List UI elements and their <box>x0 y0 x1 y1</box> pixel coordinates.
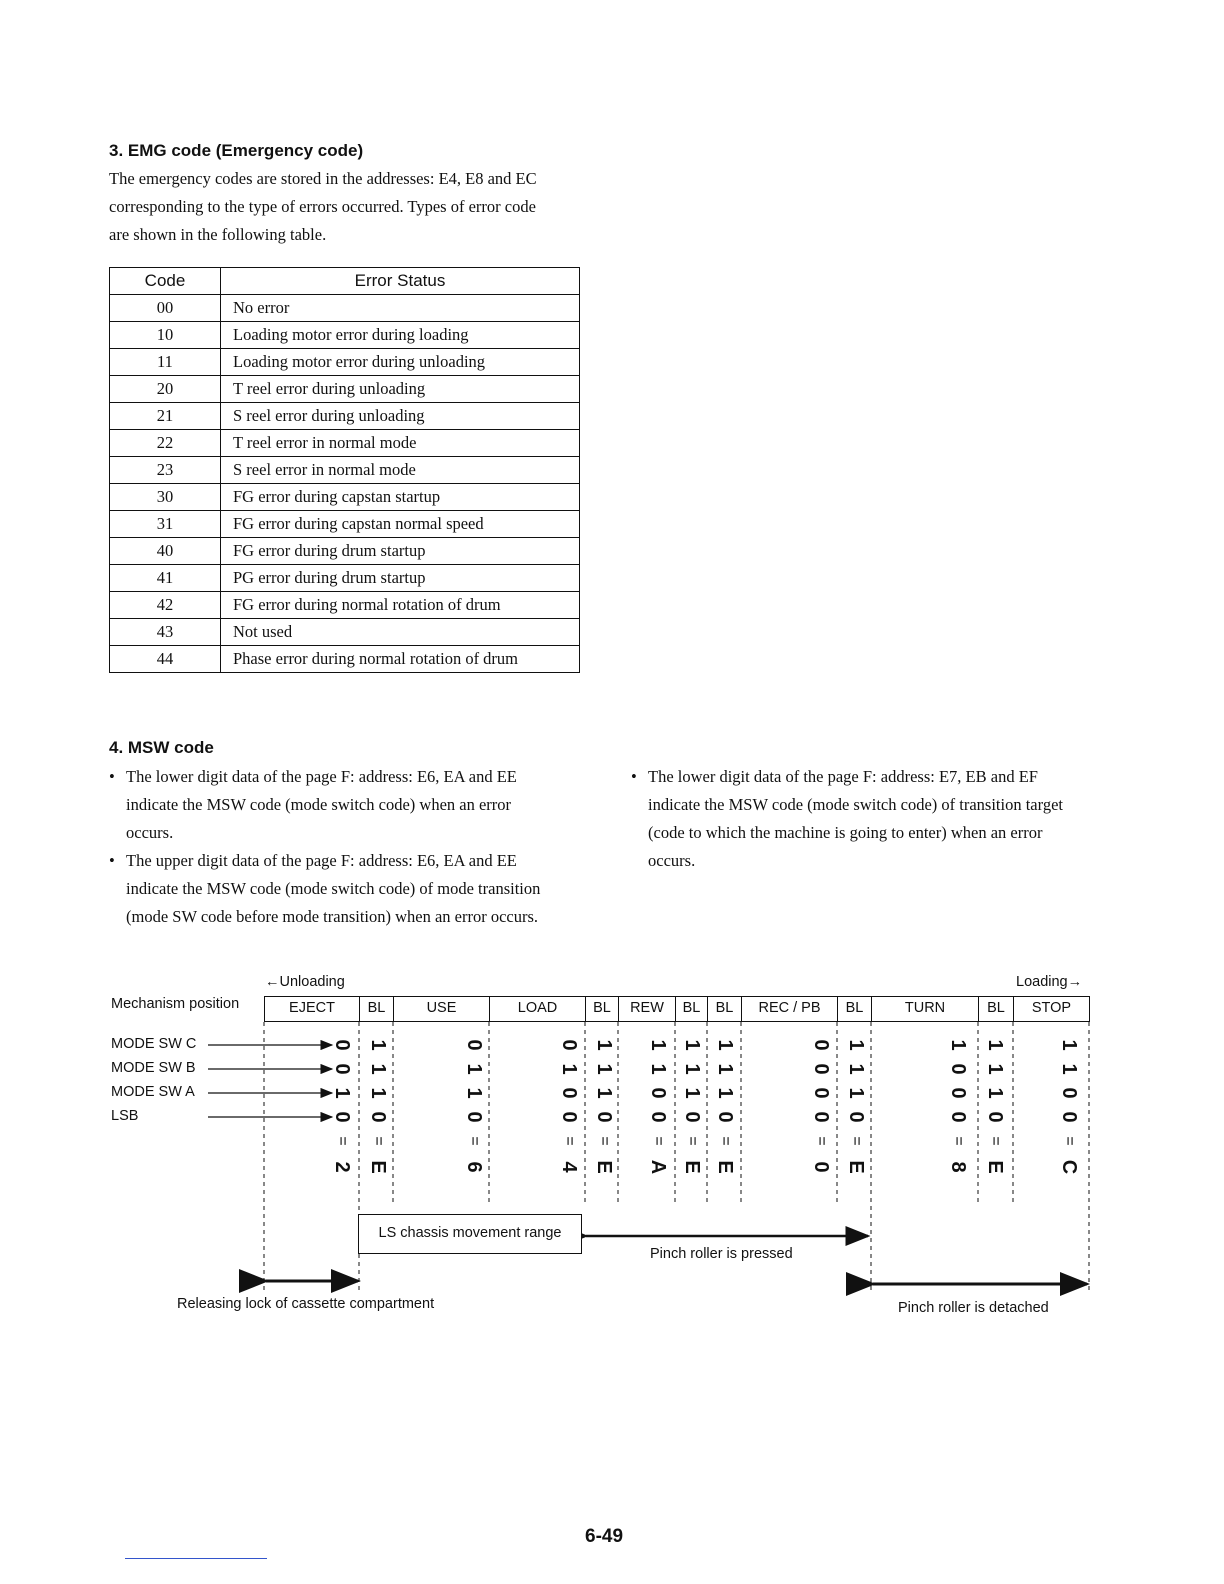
switch-bit: 0 <box>810 1039 832 1051</box>
switch-bit: 0 <box>593 1111 615 1123</box>
switch-bit: 0 <box>463 1039 485 1051</box>
switch-bit: 1 <box>331 1087 353 1099</box>
status-cell: Not used <box>221 619 580 646</box>
switch-bit: 0 <box>331 1111 353 1123</box>
code-cell: 43 <box>110 619 221 646</box>
msw-hex-value: E <box>845 1160 867 1174</box>
equals-sign: = <box>334 1136 351 1146</box>
switch-bit: 1 <box>681 1039 703 1051</box>
switch-bit: 1 <box>681 1063 703 1075</box>
releasing-lock-label: Releasing lock of cassette compartment <box>177 1296 435 1312</box>
equals-sign: = <box>684 1136 701 1146</box>
row-label-mode-sw-a: MODE SW A <box>111 1084 195 1100</box>
equals-sign: = <box>717 1136 734 1146</box>
switch-bit: 0 <box>1058 1087 1080 1099</box>
bullet-line: The lower digit data of the page F: address: E6, EA and EE <box>126 767 517 786</box>
status-cell: FG error during drum startup <box>221 538 580 565</box>
code-cell: 20 <box>110 376 221 403</box>
switch-bit: 0 <box>331 1063 353 1075</box>
section-3-heading: 3. EMG code (Emergency code) <box>109 141 364 160</box>
pinch-pressed-label: Pinch roller is pressed <box>650 1246 793 1262</box>
intro-line: are shown in the following table. <box>109 225 327 244</box>
equals-sign: = <box>848 1136 865 1146</box>
msw-hex-value: E <box>367 1160 389 1174</box>
equals-sign: = <box>466 1136 483 1146</box>
pinch-detached-label: Pinch roller is detached <box>898 1300 1049 1316</box>
loading-label: Loading→ <box>1016 974 1083 990</box>
code-cell: 42 <box>110 592 221 619</box>
equals-sign: = <box>1061 1136 1078 1146</box>
position-cell: EJECT <box>264 996 360 1022</box>
switch-bit: 1 <box>845 1039 867 1051</box>
switch-bit: 0 <box>558 1087 580 1099</box>
position-cell: REC / PB <box>741 996 838 1022</box>
code-cell: 10 <box>110 322 221 349</box>
code-cell: 41 <box>110 565 221 592</box>
switch-bit: 1 <box>984 1063 1006 1075</box>
switch-bit: 0 <box>984 1111 1006 1123</box>
msw-hex-value: 6 <box>463 1161 485 1173</box>
code-cell: 40 <box>110 538 221 565</box>
switch-bit: 0 <box>647 1087 669 1099</box>
msw-hex-value: E <box>681 1160 703 1174</box>
bullet-line: (code to which the machine is going to enter) when an error <box>648 823 1043 842</box>
switch-bit: 0 <box>681 1111 703 1123</box>
msw-hex-value: C <box>1058 1159 1080 1175</box>
switch-bit: 1 <box>845 1087 867 1099</box>
switch-bit: 0 <box>463 1111 485 1123</box>
bullet-line: occurs. <box>648 851 696 870</box>
row-label-lsb: LSB <box>111 1108 139 1124</box>
switch-bit: 0 <box>810 1087 832 1099</box>
position-cell: TURN <box>871 996 979 1022</box>
equals-sign: = <box>596 1136 613 1146</box>
switch-bit: 1 <box>947 1039 969 1051</box>
switch-bit: 1 <box>593 1039 615 1051</box>
intro-line: corresponding to the type of errors occurred. Types of error code <box>109 197 536 216</box>
ls-chassis-range-box: LS chassis movement range <box>358 1214 582 1254</box>
position-cell: BL <box>675 996 708 1022</box>
switch-bit: 0 <box>810 1111 832 1123</box>
switch-bit: 0 <box>810 1063 832 1075</box>
switch-bit: 1 <box>367 1087 389 1099</box>
msw-hex-value: 2 <box>331 1161 353 1173</box>
position-cell: BL <box>837 996 872 1022</box>
code-cell: 30 <box>110 484 221 511</box>
bullet-line: indicate the MSW code (mode switch code) when an error <box>126 795 512 814</box>
status-cell: Phase error during normal rotation of drum <box>221 646 580 673</box>
msw-hex-value: 0 <box>810 1161 832 1173</box>
switch-bit: 0 <box>1058 1111 1080 1123</box>
position-cell: STOP <box>1013 996 1090 1022</box>
switch-bit: 0 <box>558 1111 580 1123</box>
switch-bit: 0 <box>845 1111 867 1123</box>
msw-hex-value: 8 <box>947 1161 969 1173</box>
row-label-mode-sw-b: MODE SW B <box>111 1060 196 1076</box>
switch-bit: 1 <box>714 1063 736 1075</box>
footer-rule <box>125 1558 267 1559</box>
position-cell: USE <box>393 996 490 1022</box>
msw-hex-value: A <box>647 1159 669 1175</box>
column-header-code: Code <box>110 268 221 295</box>
switch-bit: 0 <box>367 1111 389 1123</box>
bullet-line: The lower digit data of the page F: address: E7, EB and EF <box>648 767 1038 786</box>
bullet-line: occurs. <box>126 823 174 842</box>
switch-bit: 1 <box>1058 1039 1080 1051</box>
equals-sign: = <box>987 1136 1004 1146</box>
switch-bit: 0 <box>947 1087 969 1099</box>
switch-bit: 1 <box>463 1063 485 1075</box>
switch-bit: 1 <box>1058 1063 1080 1075</box>
switch-bit: 1 <box>681 1087 703 1099</box>
switch-bit: 0 <box>331 1039 353 1051</box>
bullet-line: The upper digit data of the page F: address: E6, EA and EE <box>126 851 517 870</box>
bullet-line: indicate the MSW code (mode switch code) of transition target <box>648 795 1063 814</box>
switch-bit: 1 <box>714 1087 736 1099</box>
page-number: 6-49 <box>585 1526 624 1547</box>
position-cell: REW <box>618 996 676 1022</box>
switch-bit: 1 <box>367 1039 389 1051</box>
status-cell: FG error during normal rotation of drum <box>221 592 580 619</box>
bullet-line: (mode SW code before mode transition) when an error occurs. <box>126 907 539 926</box>
position-cell: BL <box>978 996 1014 1022</box>
status-cell: Loading motor error during unloading <box>221 349 580 376</box>
code-cell: 23 <box>110 457 221 484</box>
switch-bit: 1 <box>463 1087 485 1099</box>
switch-bit: 1 <box>593 1087 615 1099</box>
section-4-heading: 4. MSW code <box>109 738 214 757</box>
switch-bit: 1 <box>647 1063 669 1075</box>
switch-bit: 1 <box>593 1063 615 1075</box>
bullet-dot: • <box>109 851 115 870</box>
code-cell: 21 <box>110 403 221 430</box>
status-cell: Loading motor error during loading <box>221 322 580 349</box>
switch-bit: 1 <box>714 1039 736 1051</box>
switch-bit: 1 <box>984 1087 1006 1099</box>
status-cell: T reel error in normal mode <box>221 430 580 457</box>
unloading-label: ←Unloading <box>265 974 345 990</box>
msw-hex-value: E <box>984 1160 1006 1174</box>
equals-sign: = <box>561 1136 578 1146</box>
switch-bit: 0 <box>947 1063 969 1075</box>
status-cell: FG error during capstan normal speed <box>221 511 580 538</box>
status-cell: T reel error during unloading <box>221 376 580 403</box>
status-cell: S reel error in normal mode <box>221 457 580 484</box>
column-header-status: Error Status <box>221 268 580 295</box>
equals-sign: = <box>650 1136 667 1146</box>
switch-bit: 1 <box>845 1063 867 1075</box>
bullet-dot: • <box>631 767 637 786</box>
position-cell: LOAD <box>489 996 586 1022</box>
equals-sign: = <box>813 1136 830 1146</box>
switch-bit: 1 <box>984 1039 1006 1051</box>
switch-bit: 0 <box>647 1111 669 1123</box>
bullet-dot: • <box>109 767 115 786</box>
switch-bit: 1 <box>367 1063 389 1075</box>
code-cell: 11 <box>110 349 221 376</box>
position-cell: BL <box>359 996 394 1022</box>
equals-sign: = <box>950 1136 967 1146</box>
msw-hex-value: 4 <box>558 1161 580 1173</box>
status-cell: No error <box>221 295 580 322</box>
switch-bit: 0 <box>714 1111 736 1123</box>
intro-line: The emergency codes are stored in the addresses: E4, E8 and EC <box>109 169 537 188</box>
code-cell: 22 <box>110 430 221 457</box>
status-cell: PG error during drum startup <box>221 565 580 592</box>
code-cell: 44 <box>110 646 221 673</box>
code-cell: 31 <box>110 511 221 538</box>
msw-hex-value: E <box>714 1160 736 1174</box>
position-cell: BL <box>585 996 619 1022</box>
switch-bit: 1 <box>558 1063 580 1075</box>
status-cell: S reel error during unloading <box>221 403 580 430</box>
position-cell: BL <box>707 996 742 1022</box>
msw-hex-value: E <box>593 1160 615 1174</box>
row-label-mode-sw-c: MODE SW C <box>111 1036 197 1052</box>
equals-sign: = <box>370 1136 387 1146</box>
code-cell: 00 <box>110 295 221 322</box>
bullet-line: indicate the MSW code (mode switch code) of mode transition <box>126 879 541 898</box>
switch-bit: 0 <box>558 1039 580 1051</box>
mechanism-position-label: Mechanism position <box>111 996 240 1012</box>
switch-bit: 1 <box>647 1039 669 1051</box>
switch-bit: 0 <box>947 1111 969 1123</box>
status-cell: FG error during capstan startup <box>221 484 580 511</box>
